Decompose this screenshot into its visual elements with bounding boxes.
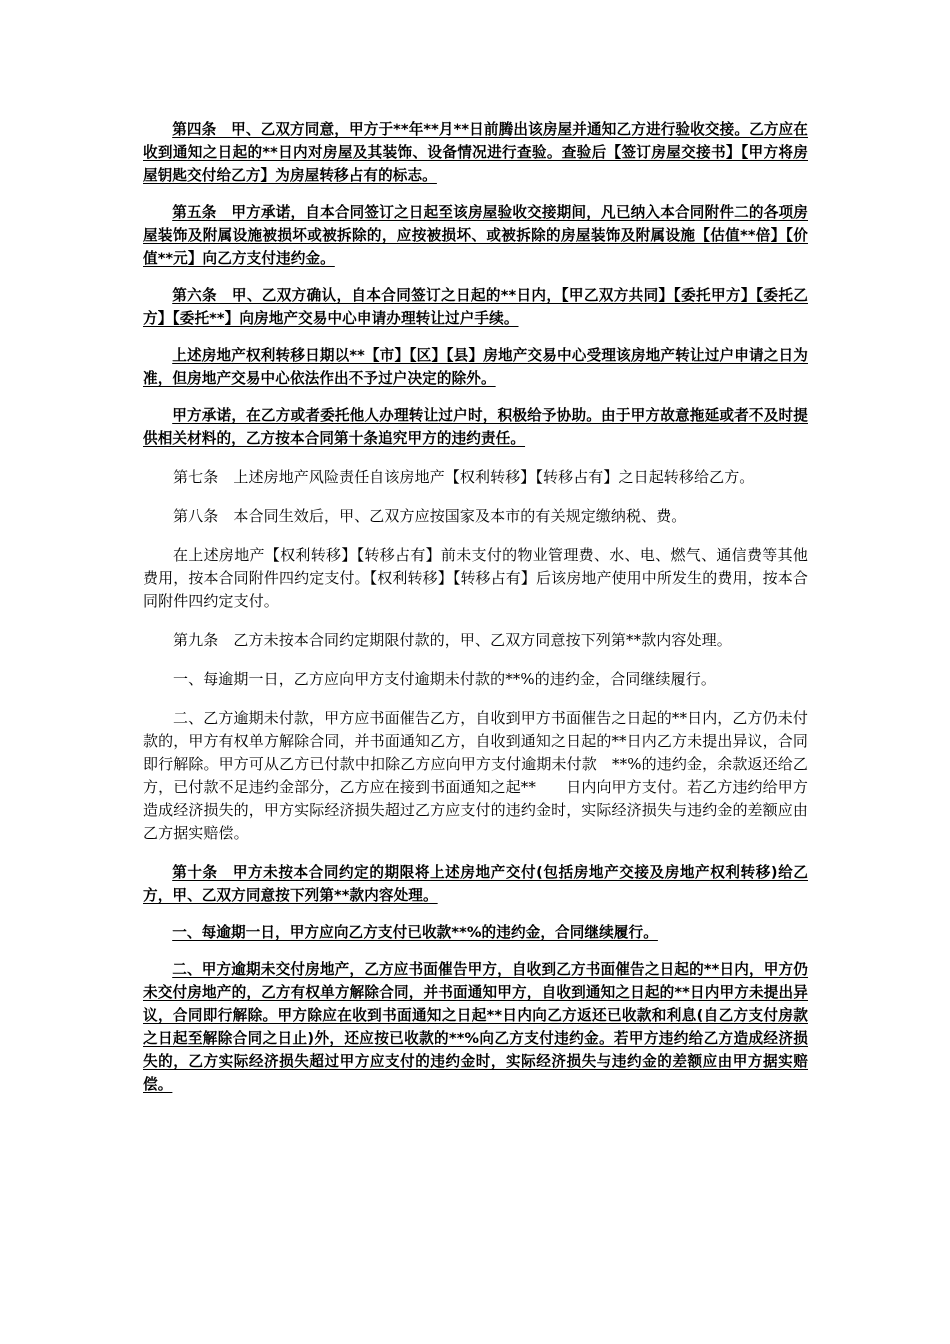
article-10-item-2: 二、甲方逾期未交付房地产，乙方应书面催告甲方，自收到乙方书面催告之日起的**日内，甲方仍未交付房地产的，乙方有权单方解除合同，并书面通知甲方，自收到通知之日起的**日内甲方未提出异议，合同即行解除。甲方除应在收到书面通知之日起**日内向乙方返还已收款和利息(自乙方支付房款之日起至解除合同之日止)外，还应按已收款的**%向乙方支付违约金。若甲方违约给乙方造成经济损失的，乙方实际经济损失超过甲方应支付的违约金时，实际经济损失与违约金的差额应由甲方据实赔偿。 [143, 961, 808, 1093]
article-10-paragraph: 第十条 甲方未按本合同约定的期限将上述房地产交付(包括房地产交接及房地产权利转移)给乙方，甲、乙双方同意按下列第**款内容处理。 [143, 864, 808, 904]
article-4-paragraph: 第四条 甲、乙双方同意，甲方于**年**月**日前腾出该房屋并通知乙方进行验收交接。乙方应在收到通知之日起的**日内对房屋及其装饰、设备情况进行查验。查验后【签订房屋交接书】【甲方将房屋钥匙交付给乙方】为房屋转移占有的标志。 [143, 121, 808, 184]
article-10-item-1: 一、每逾期一日，甲方应向乙方支付已收款**%的违约金，合同继续履行。 [172, 924, 658, 941]
article-9-item-2: 二、乙方逾期未付款，甲方应书面催告乙方，自收到甲方书面催告之日起的**日内，乙方仍未付款的，甲方有权单方解除合同，并书面通知乙方，自收到通知之日起的**日内乙方未提出异议，合同即行解除。甲方可从乙方已付款中扣除乙方应向甲方支付逾期未付款 **%的违约金，余款返还给乙方，已付款不足违约金部分，乙方应在接到书面通知之起** 日内向甲方支付。若乙方违约给甲方造成经济损失的，甲方实际经济损失超过乙方应支付的违约金时，实际经济损失与违约金的差额应由乙方据实赔偿。 [143, 709, 808, 842]
article-8-paragraph: 第八条 本合同生效后，甲、乙双方应按国家及本市的有关规定缴纳税、费。 [173, 507, 687, 525]
article-8-clause-2: 在上述房地产【权利转移】【转移占有】前未支付的物业管理费、水、电、燃气、通信费等其他费用，按本合同附件四约定支付。【权利转移】【转移占有】后该房地产使用中所发生的费用，按本合同附件四约定支付。 [143, 546, 808, 610]
article-7-paragraph: 第七条 上述房地产风险责任自该房地产【权利转移】【转移占有】之日起转移给乙方。 [173, 468, 755, 486]
article-6-clause-2: 上述房地产权利转移日期以**【市】【区】【县】房地产交易中心受理该房地产转让过户申请之日为准，但房地产交易中心依法作出不予过户决定的除外。 [143, 347, 808, 387]
article-9-paragraph: 第九条 乙方未按本合同约定期限付款的，甲、乙双方同意按下列第**款内容处理。 [173, 631, 732, 649]
article-6-paragraph: 第六条 甲、乙双方确认，自本合同签订之日起的**日内，【甲乙双方共同】【委托甲方】【委托乙方】【委托**】向房地产交易中心申请办理转让过户手续。 [143, 287, 808, 327]
article-5-paragraph: 第五条 甲方承诺，自本合同签订之日起至该房屋验收交接期间，凡已纳入本合同附件二的各项房屋装饰及附属设施被损坏或被拆除的，应按被损坏、或被拆除的房屋装饰及附属设施【估值**倍】【价值**元】向乙方支付违约金。 [143, 204, 808, 267]
article-6-clause-3: 甲方承诺，在乙方或者委托他人办理转让过户时，积极给予协助。由于甲方故意拖延或者不及时提供相关材料的，乙方按本合同第十条追究甲方的违约责任。 [143, 407, 808, 447]
document-page [143, 118, 808, 1110]
article-9-item-1: 一、每逾期一日，乙方应向甲方支付逾期未付款的**%的违约金，合同继续履行。 [173, 670, 716, 688]
